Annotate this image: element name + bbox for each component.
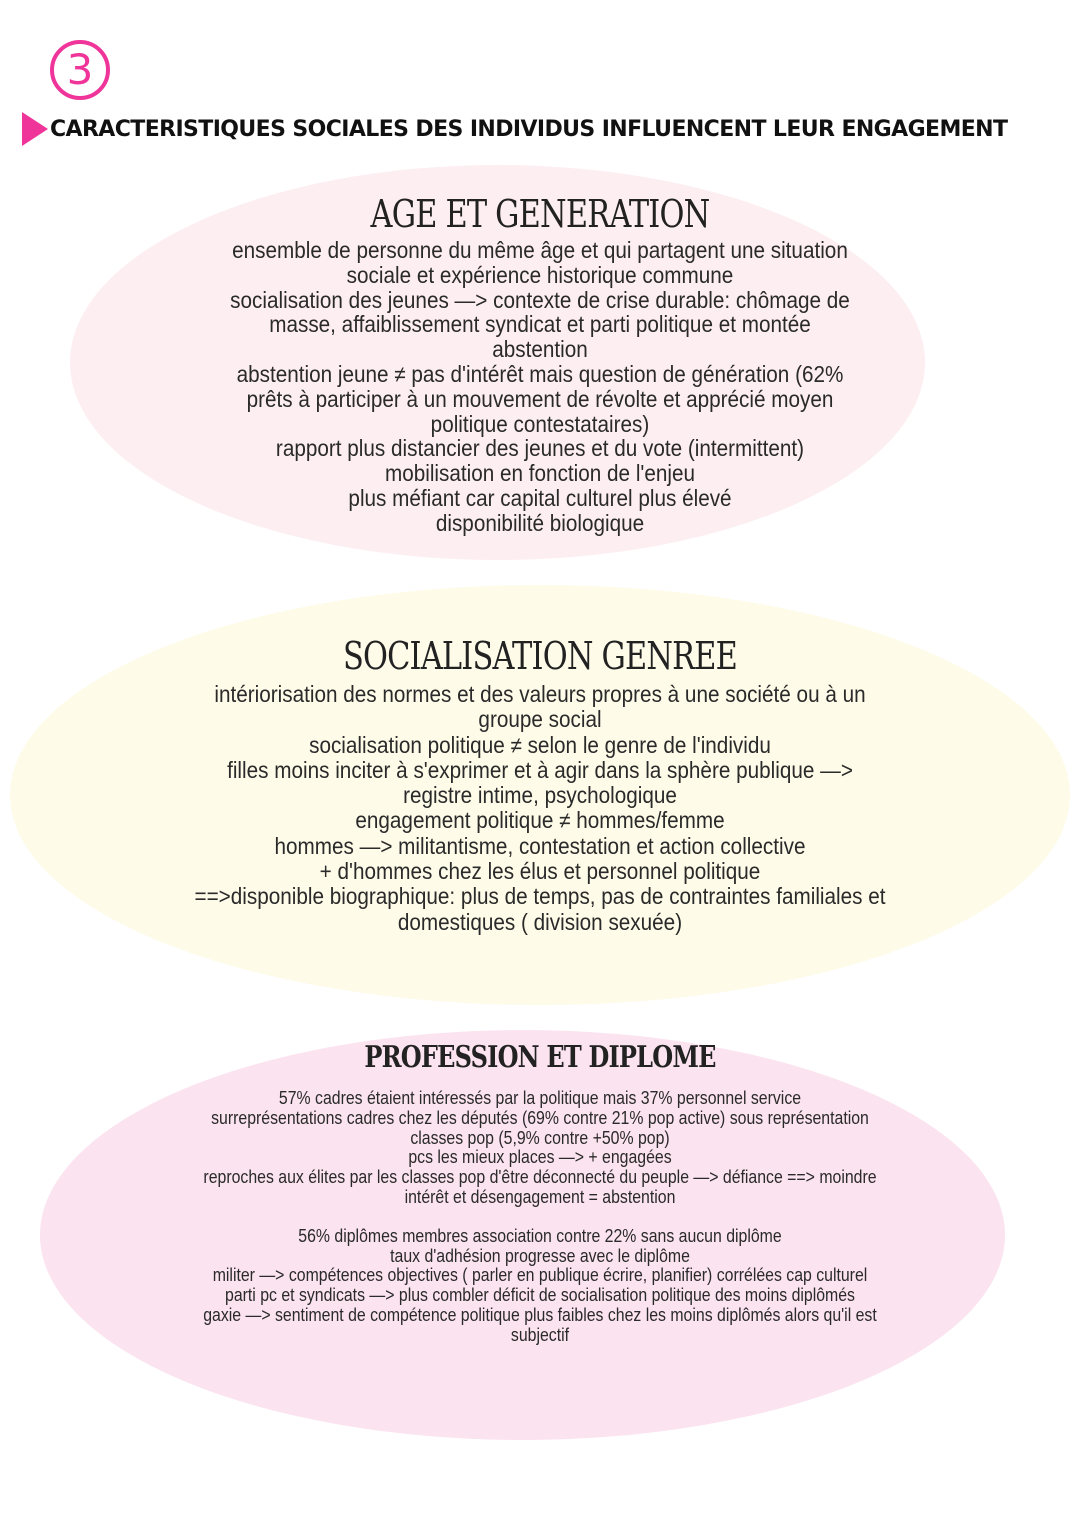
- section-gendered-socialisation: [0, 634, 1080, 935]
- text-line: 57% cadres étaient intéressés par la politique mais 37% personnel service: [278, 1088, 802, 1108]
- text-line: classes pop (5,9% contre +50% pop): [410, 1127, 670, 1148]
- text-line: filles moins inciter à s'exprimer et à agir dans la sphère publique —>: [227, 756, 853, 783]
- section-body: [54, 682, 1026, 935]
- text-line: + d'hommes chez les élus et personnel politique: [319, 858, 761, 885]
- section-profession-diploma: [0, 1040, 1080, 1346]
- text-line: intérêt et désengagement = abstention: [404, 1186, 676, 1207]
- section-number-badge: 3: [50, 40, 110, 100]
- text-line: abstention jeune ≠ pas d'intérêt mais question de génération (62%: [236, 360, 844, 387]
- text-line: socialisation politique ≠ selon le genre de l'individu: [309, 731, 771, 758]
- text-line: engagement politique ≠ hommes/femme: [355, 807, 725, 834]
- text-line: militer —> compétences objectives ( parler en publique écrire, planifier) corrélées cap culturel: [212, 1265, 868, 1286]
- section-title: PROFESSION ET DIPLOME: [364, 1040, 716, 1075]
- text-line: gaxie —> sentiment de compétence politique plus faibles chez les moins diplômés alors qu'il est: [203, 1304, 877, 1325]
- text-line: pcs les mieux places —> + engagées: [408, 1147, 672, 1168]
- text-line: intériorisation des normes et des valeurs propres à une société ou à un: [214, 681, 866, 707]
- text-line: disponibilité biologique: [435, 509, 645, 536]
- text-line: parti pc et syndicats —> plus combler déficit de socialisation politique des moins diplômés: [225, 1285, 855, 1306]
- text-line: socialisation des jeunes —> contexte de crise durable: chômage de: [230, 286, 850, 313]
- section-body: [65, 1089, 1015, 1346]
- text-line: taux d'adhésion progresse avec le diplôme: [390, 1245, 690, 1266]
- section-title: AGE ET GENERATION: [370, 192, 710, 236]
- heading: [22, 112, 1007, 146]
- text-line: ensemble de personne du même âge et qui partagent une situation: [232, 237, 848, 263]
- text-line: mobilisation en fonction de l'enjeu: [384, 460, 696, 487]
- text-line: domestiques ( division sexuée): [397, 908, 683, 935]
- text-line: reproches aux élites par les classes pop d'être déconnecté du peuple —> défiance ==> moindre: [203, 1167, 877, 1188]
- text-line: ==>disponible biographique: plus de temps, pas de contraintes familiales et: [194, 883, 886, 910]
- text-line: politique contestataires): [430, 410, 650, 437]
- text-line: groupe social: [478, 706, 602, 733]
- section-age-generation: [0, 192, 1080, 536]
- section-body: [54, 238, 1026, 536]
- section-title: SOCIALISATION GENREE: [342, 634, 738, 678]
- text-line: hommes —> militantisme, contestation et action collective: [274, 832, 806, 859]
- text-line: masse, affaiblissement syndicat et parti politique et montée: [269, 311, 811, 338]
- triangle-bullet-icon: [22, 112, 48, 146]
- text-line: abstention: [492, 336, 588, 363]
- text-line: sociale et expérience historique commune: [346, 261, 734, 288]
- text-line: subjectif: [510, 1324, 570, 1345]
- text-line: 56% diplômes membres association contre 22% sans aucun diplôme: [298, 1225, 782, 1246]
- text-line: prêts à participer à un mouvement de révolte et apprécié moyen: [246, 385, 834, 412]
- text-line: registre intime, psychologique: [403, 782, 677, 809]
- heading-text: CARACTERISTIQUES SOCIALES DES INDIVIDUS INFLUENCENT LEUR ENGAGEMENT: [50, 116, 1008, 142]
- text-line: rapport plus distancier des jeunes et du vote (intermittent): [275, 435, 805, 462]
- text-line: plus méfiant car capital culturel plus élevé: [348, 484, 732, 511]
- text-line: surreprésentations cadres chez les députés (69% contre 21% pop active) sous représentation: [211, 1107, 869, 1128]
